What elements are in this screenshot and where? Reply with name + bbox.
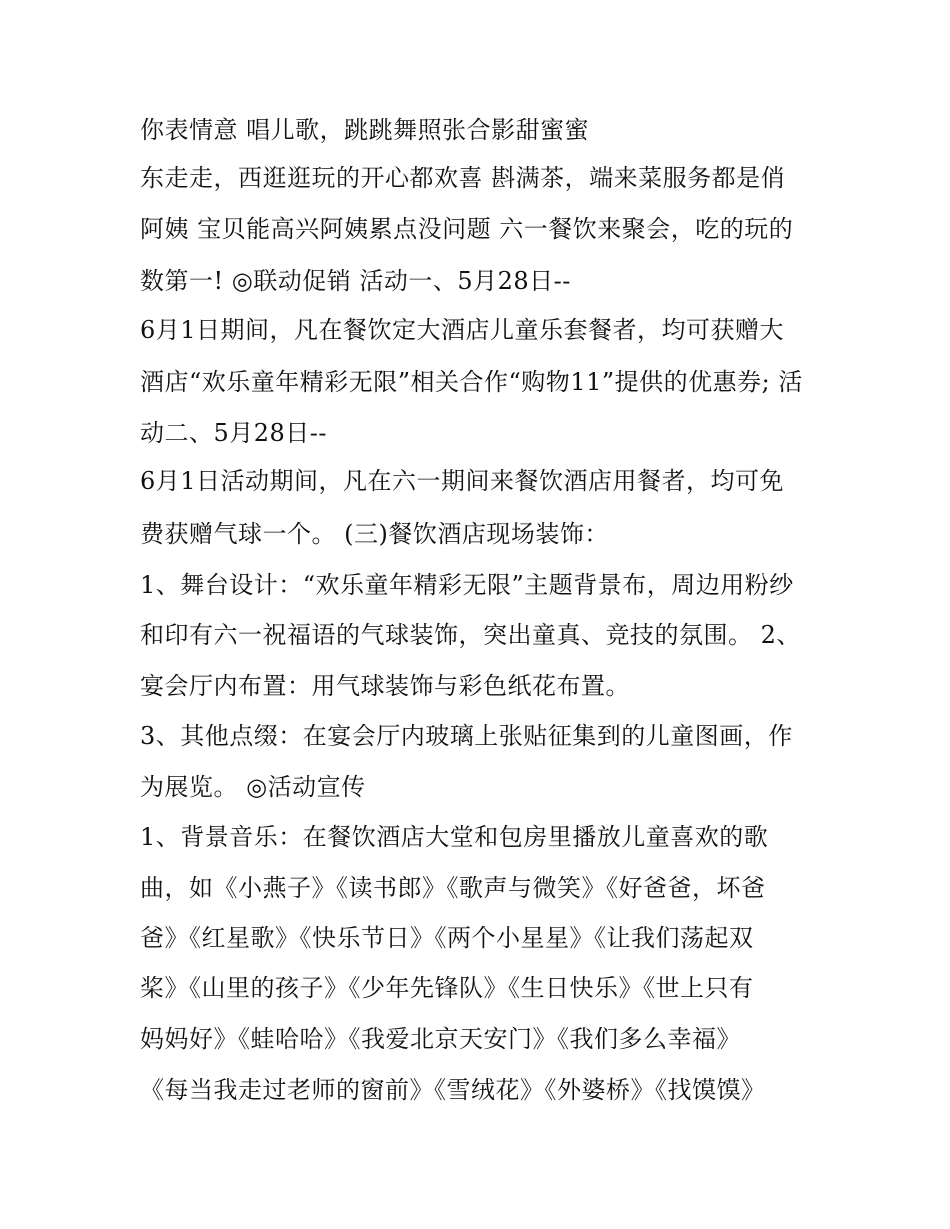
text-line: 6月1日期间，凡在餐饮定大酒店儿童乐套餐者，均可获赠大 xyxy=(140,316,785,344)
text-line: 和印有六一祝福语的气球装饰，突出童真、竞技的氛围。 2、 xyxy=(140,621,801,649)
text-line: 桨》《山里的孩子》《少年先锋队》《生日快乐》《世上只有 xyxy=(140,974,754,1002)
text-line: 曲，如《小燕子》《读书郎》《歌声与微笑》《好爸爸，坏爸 xyxy=(140,874,766,902)
text-line: 6月1日活动期间，凡在六一期间来餐饮酒店用餐者，均可免 xyxy=(140,467,785,495)
text-line: 妈妈好》《蛙哈哈》《我爱北京天安门》《我们多么幸福》 xyxy=(140,1025,741,1053)
text-line: 1、舞台设计：“欢乐童年精彩无限”主题背景布，周边用粉纱 xyxy=(140,571,794,599)
text-line: 阿姨 宝贝能高兴阿姨累点没问题 六一餐饮来聚会，吃的玩的 xyxy=(140,215,794,243)
text-line: 《每当我走过老师的窗前》《雪绒花》《外婆桥》《找馍馍》 xyxy=(140,1076,766,1104)
text-line: 酒店“欢乐童年精彩无限”相关合作“购物11”提供的优惠券; 活 xyxy=(140,368,803,396)
text-line: 数第一! ◎联动促销 活动一、5月28日-- xyxy=(140,267,571,295)
text-line: 费获赠气球一个。 (三)餐饮酒店现场装饰： xyxy=(140,520,609,548)
text-line: 你表情意 唱儿歌，跳跳舞照张合影甜蜜蜜 xyxy=(140,116,590,144)
text-line: 动二、5月28日-- xyxy=(140,419,328,447)
text-line: 爸》《红星歌》《快乐节日》《两个小星星》《让我们荡起双 xyxy=(140,924,754,952)
text-line: 东走走，西逛逛玩的开心都欢喜 斟满茶，端来菜服务都是俏 xyxy=(140,164,786,192)
text-line: 3、其他点缀：在宴会厅内玻璃上张贴征集到的儿童图画，作 xyxy=(140,722,793,750)
text-line: 1、背景音乐：在餐饮酒店大堂和包房里播放儿童喜欢的歌 xyxy=(140,823,769,851)
text-line: 为展览。 ◎活动宣传 xyxy=(140,773,366,801)
text-line: 宴会厅内布置：用气球装饰与彩色纸花布置。 xyxy=(140,672,630,700)
